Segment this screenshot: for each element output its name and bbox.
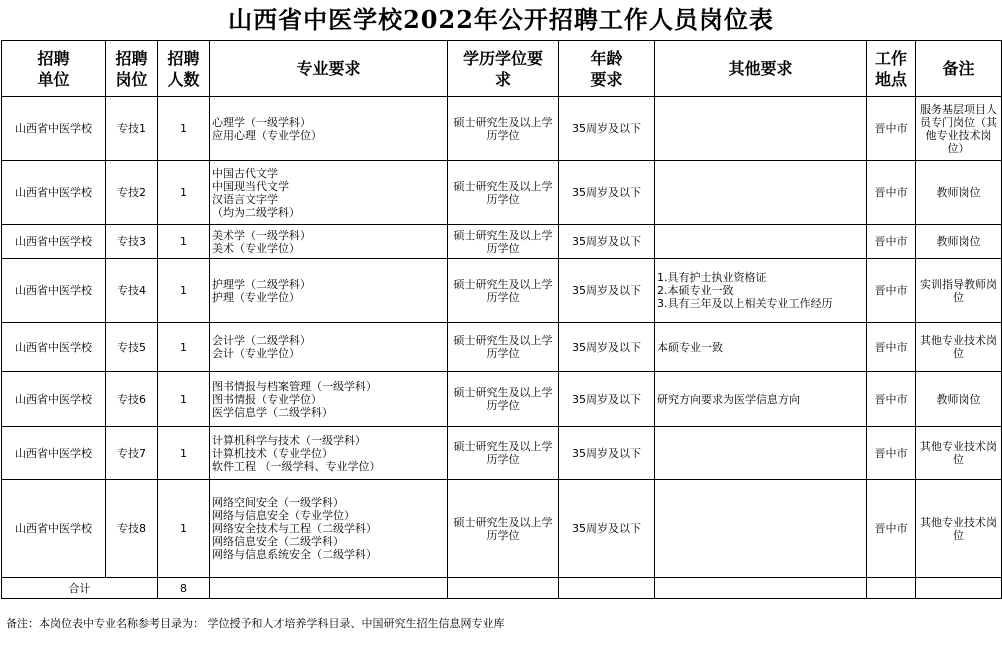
major-item: 图书情报（专业学位）: [212, 392, 322, 406]
remark-cell: 其他专业技术岗位: [916, 427, 1002, 480]
post-cell: 专技5: [106, 323, 158, 372]
table-row: [2, 225, 1002, 259]
location-cell: 晋中市: [867, 480, 916, 578]
degree-cell: 硕士研究生及以上学历学位: [448, 161, 559, 225]
major-item: 应用心理（专业学位）: [212, 128, 322, 142]
major-item: 软件工程 （一级学科、专业学位）: [212, 459, 381, 473]
table-row: [2, 372, 1002, 427]
unit-cell: 山西省中医学校: [2, 480, 106, 578]
unit-cell: 山西省中医学校: [2, 259, 106, 323]
header-other: 其他要求: [655, 41, 867, 97]
other-requirement-item: 研究方向要求为医学信息方向: [657, 392, 800, 406]
remark-cell: 服务基层项目人员专门岗位（其他专业技术岗位）: [916, 97, 1002, 161]
other-cell: [655, 97, 867, 161]
degree-cell: 硕士研究生及以上学历学位: [448, 225, 559, 259]
header-remark: 备注: [916, 41, 1002, 97]
count-cell: 1: [158, 225, 210, 259]
total-empty: [448, 578, 559, 599]
other-cell: [655, 259, 867, 323]
major-cell: [210, 480, 448, 578]
degree-cell: 硕士研究生及以上学历学位: [448, 97, 559, 161]
major-cell: [210, 225, 448, 259]
other-cell: [655, 323, 867, 372]
post-cell: 专技7: [106, 427, 158, 480]
degree-cell: 硕士研究生及以上学历学位: [448, 372, 559, 427]
major-cell: [210, 97, 448, 161]
major-item: 中国现当代文学: [212, 179, 289, 193]
location-cell: 晋中市: [867, 427, 916, 480]
count-cell: 1: [158, 259, 210, 323]
unit-cell: 山西省中医学校: [2, 225, 106, 259]
major-item: 计算机科学与技术（一级学科）: [212, 433, 366, 447]
remark-cell: 实训指导教师岗位: [916, 259, 1002, 323]
remark-cell: 教师岗位: [916, 225, 1002, 259]
total-empty: [559, 578, 655, 599]
unit-cell: 山西省中医学校: [2, 323, 106, 372]
header-post: 招聘 岗位: [106, 41, 158, 97]
major-cell: [210, 323, 448, 372]
table-row: [2, 323, 1002, 372]
footnote: 备注：本岗位表中专业名称参考目录为： 学位授予和人才培养学科目录、中国研究生招生信息网专业库: [6, 617, 505, 630]
other-cell: [655, 372, 867, 427]
remark-cell: 其他专业技术岗位: [916, 323, 1002, 372]
major-item: 网络与信息安全（专业学位）: [212, 509, 355, 522]
unit-cell: 山西省中医学校: [2, 161, 106, 225]
remark-cell: 教师岗位: [916, 372, 1002, 427]
remark-cell: 其他专业技术岗位: [916, 480, 1002, 578]
major-item: 会计学（二级学科）: [212, 334, 311, 347]
post-cell: 专技8: [106, 480, 158, 578]
table-row: [2, 480, 1002, 578]
age-cell: 35周岁及以下: [559, 372, 655, 427]
total-value: 8: [158, 578, 210, 599]
location-cell: 晋中市: [867, 225, 916, 259]
other-cell: [655, 427, 867, 480]
total-empty: [655, 578, 867, 599]
post-cell: 专技3: [106, 225, 158, 259]
other-cell: [655, 225, 867, 259]
age-cell: 35周岁及以下: [559, 480, 655, 578]
age-cell: 35周岁及以下: [559, 427, 655, 480]
post-cell: 专技2: [106, 161, 158, 225]
major-item: 网络信息安全（二级学科）: [212, 535, 344, 548]
other-cell: [655, 161, 867, 225]
count-cell: 1: [158, 480, 210, 578]
major-item: 网络安全技术与工程（二级学科）: [212, 522, 377, 535]
total-empty: [916, 578, 1002, 599]
age-cell: 35周岁及以下: [559, 225, 655, 259]
location-cell: 晋中市: [867, 372, 916, 427]
count-cell: 1: [158, 427, 210, 480]
post-cell: 专技6: [106, 372, 158, 427]
degree-cell: 硕士研究生及以上学历学位: [448, 323, 559, 372]
major-item: 会计（专业学位）: [212, 347, 300, 360]
total-label: 合计: [2, 578, 158, 599]
degree-cell: 硕士研究生及以上学历学位: [448, 427, 559, 480]
major-item: 心理学（一级学科）: [212, 115, 311, 129]
count-cell: 1: [158, 372, 210, 427]
post-cell: 专技1: [106, 97, 158, 161]
age-cell: 35周岁及以下: [559, 97, 655, 161]
header-unit: 招聘 单位: [2, 41, 106, 97]
degree-cell: 硕士研究生及以上学历学位: [448, 259, 559, 323]
page-title: 山西省中医学校2022年公开招聘工作人员岗位表: [228, 5, 774, 34]
unit-cell: 山西省中医学校: [2, 97, 106, 161]
header-row: [2, 41, 1002, 97]
major-item: 医学信息学（二级学科）: [212, 405, 333, 419]
age-cell: 35周岁及以下: [559, 161, 655, 225]
major-item: 护理学（二级学科）: [212, 277, 311, 291]
count-cell: 1: [158, 161, 210, 225]
other-requirement-item: 3.具有三年及以上相关专业工作经历: [657, 297, 833, 310]
table-row: [2, 161, 1002, 225]
recruitment-table: [1, 40, 1002, 599]
major-cell: [210, 161, 448, 225]
location-cell: 晋中市: [867, 323, 916, 372]
major-cell: [210, 259, 448, 323]
age-cell: 35周岁及以下: [559, 259, 655, 323]
header-major: 专业要求: [210, 41, 448, 97]
major-item: 网络与信息系统安全（二级学科）: [212, 548, 377, 561]
remark-cell: 教师岗位: [916, 161, 1002, 225]
other-cell: [655, 480, 867, 578]
major-item: 美术（专业学位）: [212, 241, 300, 255]
table-row: [2, 427, 1002, 480]
count-cell: 1: [158, 323, 210, 372]
major-item: 护理（专业学位）: [212, 290, 300, 304]
header-age: 年龄 要求: [559, 41, 655, 97]
major-item: 中国古代文学: [212, 166, 278, 180]
count-cell: 1: [158, 97, 210, 161]
table-row: [2, 259, 1002, 323]
total-empty: [867, 578, 916, 599]
major-item: 计算机技术（专业学位）: [212, 446, 333, 460]
location-cell: 晋中市: [867, 259, 916, 323]
post-cell: 专技4: [106, 259, 158, 323]
major-item: 网络空间安全（一级学科）: [212, 496, 344, 509]
other-requirement-item: 2.本硕专业一致: [657, 284, 734, 297]
other-requirement-item: 1.具有护士执业资格证: [657, 271, 767, 284]
major-item: 图书情报与档案管理（一级学科）: [212, 379, 377, 393]
location-cell: 晋中市: [867, 161, 916, 225]
major-item: （均为二级学科）: [212, 205, 300, 219]
table-row: [2, 97, 1002, 161]
major-item: 美术学（一级学科）: [212, 228, 311, 242]
degree-cell: 硕士研究生及以上学历学位: [448, 480, 559, 578]
total-empty: [210, 578, 448, 599]
header-location: 工作 地点: [867, 41, 916, 97]
unit-cell: 山西省中医学校: [2, 372, 106, 427]
header-count: 招聘 人数: [158, 41, 210, 97]
age-cell: 35周岁及以下: [559, 323, 655, 372]
other-requirement-item: 本硕专业一致: [657, 340, 723, 354]
header-degree: 学历学位要 求: [448, 41, 559, 97]
location-cell: 晋中市: [867, 97, 916, 161]
major-item: 汉语言文字学: [212, 192, 278, 206]
major-cell: [210, 372, 448, 427]
unit-cell: 山西省中医学校: [2, 427, 106, 480]
total-row: [2, 578, 1002, 599]
major-cell: [210, 427, 448, 480]
